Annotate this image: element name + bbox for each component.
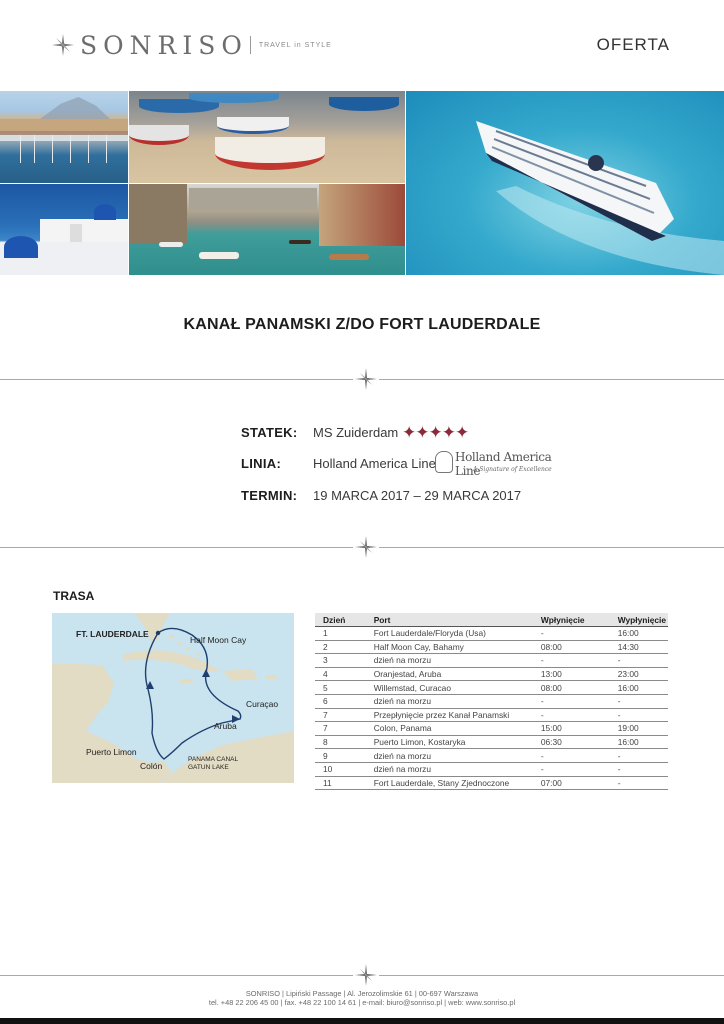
table-row [315, 640, 668, 654]
divider-right [379, 975, 724, 976]
compass-icon [355, 368, 377, 390]
port-cell: Puerto Limon, Kostaryka [366, 735, 533, 749]
map-label: GATUN LAKE [188, 764, 229, 771]
departure-cell: - [610, 654, 668, 668]
port-cell: dzień na morzu [366, 694, 533, 708]
table-row [315, 735, 668, 749]
port-cell: Oranjestad, Aruba [366, 667, 533, 681]
divider-left [0, 379, 353, 380]
table-row [315, 694, 668, 708]
port-cell: Fort Lauderdale/Floryda (Usa) [366, 627, 533, 641]
arrival-cell: 13:00 [533, 667, 610, 681]
page-title: KANAŁ PANAMSKI Z/DO FORT LAUDERDALE [183, 316, 541, 333]
rating-stars-icon: ✦✦✦✦✦ [402, 423, 469, 442]
map-label: Aruba [214, 721, 237, 731]
departure-cell: - [610, 762, 668, 776]
compass-star-icon [52, 34, 74, 56]
day-cell: 6 [315, 694, 366, 708]
day-cell: 9 [315, 749, 366, 763]
holland-america-logo [435, 450, 560, 478]
departure-cell: 16:00 [610, 735, 668, 749]
line-label: LINIA: [241, 456, 282, 471]
map-label: Curaçao [246, 699, 279, 709]
arrival-cell: 08:00 [533, 681, 610, 695]
date-label: TERMIN: [241, 488, 298, 503]
day-cell: 11 [315, 776, 366, 790]
arrival-cell: - [533, 762, 610, 776]
column-header: Wpłynięcie [533, 613, 610, 627]
day-cell: 2 [315, 640, 366, 654]
venice-canal-photo [129, 184, 405, 275]
arrival-cell: 06:30 [533, 735, 610, 749]
table-header-row [315, 613, 668, 627]
table-row [315, 749, 668, 763]
departure-cell: 14:30 [610, 640, 668, 654]
day-cell: 4 [315, 667, 366, 681]
departure-cell: 23:00 [610, 667, 668, 681]
column-header: Dzień [315, 613, 366, 627]
day-cell: 7 [315, 722, 366, 736]
port-cell: dzień na morzu [366, 749, 533, 763]
departure-cell: - [610, 708, 668, 722]
port-cell: Half Moon Cay, Bahamy [366, 640, 533, 654]
table-row [315, 708, 668, 722]
column-header: Wypłynięcie [610, 613, 668, 627]
document-type: OFERTA [596, 35, 670, 54]
divider-left [0, 547, 353, 548]
arrival-cell: - [533, 654, 610, 668]
itinerary-table [315, 613, 668, 790]
footer-contact: tel. +48 22 206 45 00 | fax. +48 22 100 14 61 | e-mail: biuro@sonriso.pl | web: www.sonriso.pl [208, 998, 516, 1007]
map-label: Puerto Limon [86, 747, 137, 757]
date-value: 19 MARCA 2017 – 29 MARCA 2017 [313, 488, 522, 503]
ship-value: MS Zuiderdam [313, 425, 399, 440]
arrival-cell: 07:00 [533, 776, 610, 790]
compass-icon [355, 964, 377, 986]
day-cell: 3 [315, 654, 366, 668]
port-cell: Przepłynięcie przez Kanał Panamski [366, 708, 533, 722]
port-cell: dzień na morzu [366, 654, 533, 668]
departure-cell: 16:00 [610, 627, 668, 641]
day-cell: 5 [315, 681, 366, 695]
logo-name: Holland America Line [455, 450, 552, 478]
arrival-cell: 08:00 [533, 640, 610, 654]
brand-tagline: TRAVEL in STYLE [258, 41, 332, 49]
harbor-photo [0, 91, 128, 183]
day-cell: 8 [315, 735, 366, 749]
footer-address: SONRISO | Lipiński Passage | Al. Jerozolimskie 61 | 00-697 Warszawa [245, 989, 479, 998]
shield-icon [435, 451, 453, 473]
table-row [315, 654, 668, 668]
arrival-cell: - [533, 708, 610, 722]
departure-cell: - [610, 749, 668, 763]
arrival-cell: - [533, 749, 610, 763]
map-label: Colón [140, 761, 163, 771]
divider-right [379, 547, 724, 548]
day-cell: 1 [315, 627, 366, 641]
divider-left [0, 975, 353, 976]
departure-cell: - [610, 776, 668, 790]
line-value: Holland America Line [313, 456, 436, 471]
table-row [315, 762, 668, 776]
table-row [315, 776, 668, 790]
map-label: Half Moon Cay [190, 635, 247, 645]
table-row [315, 681, 668, 695]
arrival-cell: 15:00 [533, 722, 610, 736]
compass-icon [355, 536, 377, 558]
sonriso-logo [52, 30, 332, 60]
departure-cell: 16:00 [610, 681, 668, 695]
departure-cell: - [610, 694, 668, 708]
table-row [315, 722, 668, 736]
arrival-cell: - [533, 627, 610, 641]
departure-cell: 19:00 [610, 722, 668, 736]
beach-boats-photo [129, 91, 405, 183]
day-cell: 10 [315, 762, 366, 776]
logo-separator [250, 36, 251, 54]
port-cell: Colon, Panama [366, 722, 533, 736]
column-header: Port [366, 613, 533, 627]
map-label: PANAMA CANAL [188, 756, 239, 763]
port-cell: Willemstad, Curacao [366, 681, 533, 695]
cruise-ship-photo [406, 91, 724, 275]
port-cell: Fort Lauderdale, Stany Zjednoczone [366, 776, 533, 790]
arrival-cell: - [533, 694, 610, 708]
port-cell: dzień na morzu [366, 762, 533, 776]
table-row [315, 627, 668, 641]
brand-name: SONRISO [80, 30, 248, 60]
day-cell: 7 [315, 708, 366, 722]
table-row [315, 667, 668, 681]
bottom-bar [0, 1018, 724, 1024]
route-heading: TRASA [53, 589, 95, 603]
santorini-photo [0, 184, 128, 275]
route-map [52, 613, 294, 783]
ship-label: STATEK: [241, 425, 298, 440]
map-label: FT. LAUDERDALE [76, 629, 149, 639]
logo-tagline: A Signature of Excellence [473, 466, 552, 473]
divider-right [379, 379, 724, 380]
